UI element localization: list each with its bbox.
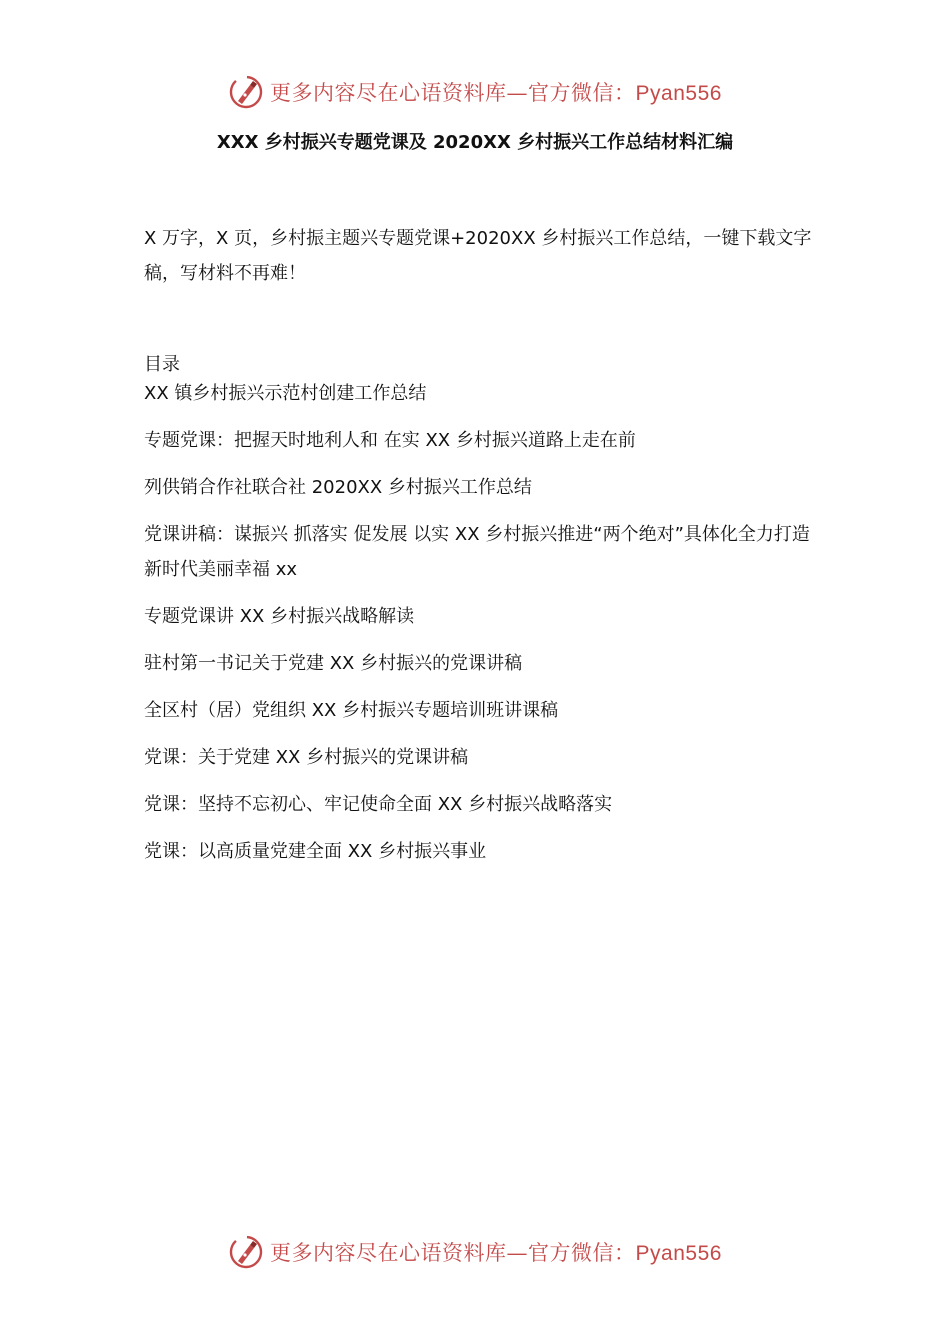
toc-list — [144, 376, 824, 881]
toc-item: 驻村第一书记关于党建 XX 乡村振兴的党课讲稿 — [144, 653, 523, 674]
banner-text — [270, 77, 722, 107]
intro-paragraph: X 万字，X 页，乡村振主题兴专题党课+2020XX 乡村振兴工作总结，一键下载文字稿，写材料不再难！ — [144, 228, 812, 284]
toc-item: 列供销合作社联合社 2020XX 乡村振兴工作总结 — [144, 477, 532, 498]
banner-wechat-id: Pyan556 — [635, 1242, 722, 1265]
toc-item: 党课：以高质量党建全面 XX 乡村振兴事业 — [144, 841, 487, 862]
pen-nib-logo-icon — [228, 1234, 264, 1270]
banner-main-text: 更多内容尽在心语资料库—官方微信： — [270, 1241, 636, 1265]
toc-item: XX 镇乡村振兴示范村创建工作总结 — [144, 383, 427, 404]
toc-heading: 目录 — [144, 354, 180, 375]
banner-wechat-id: Pyan556 — [635, 82, 722, 105]
toc-item: 专题党课：把握天时地利人和 在实 XX 乡村振兴道路上走在前 — [144, 430, 636, 451]
toc-item: 党课：关于党建 XX 乡村振兴的党课讲稿 — [144, 747, 469, 768]
footer-banner — [0, 1232, 950, 1272]
toc-item: 专题党课讲 XX 乡村振兴战略解读 — [144, 606, 415, 627]
document-title: XXX 乡村振兴专题党课及 2020XX 乡村振兴工作总结材料汇编 — [216, 132, 734, 153]
banner-main-text: 更多内容尽在心语资料库—官方微信： — [270, 81, 636, 105]
toc-item: 党课：坚持不忘初心、牢记使命全面 XX 乡村振兴战略落实 — [144, 794, 613, 815]
header-banner — [0, 72, 950, 112]
pen-nib-logo-icon — [228, 74, 264, 110]
toc-item: 全区村（居）党组织 XX 乡村振兴专题培训班讲课稿 — [144, 700, 559, 721]
banner-text — [270, 1237, 722, 1267]
toc-item: 党课讲稿：谋振兴 抓落实 促发展 以实 XX 乡村振兴推进“两个绝对”具体化全力打造新时代美丽幸福 xx — [144, 524, 810, 580]
